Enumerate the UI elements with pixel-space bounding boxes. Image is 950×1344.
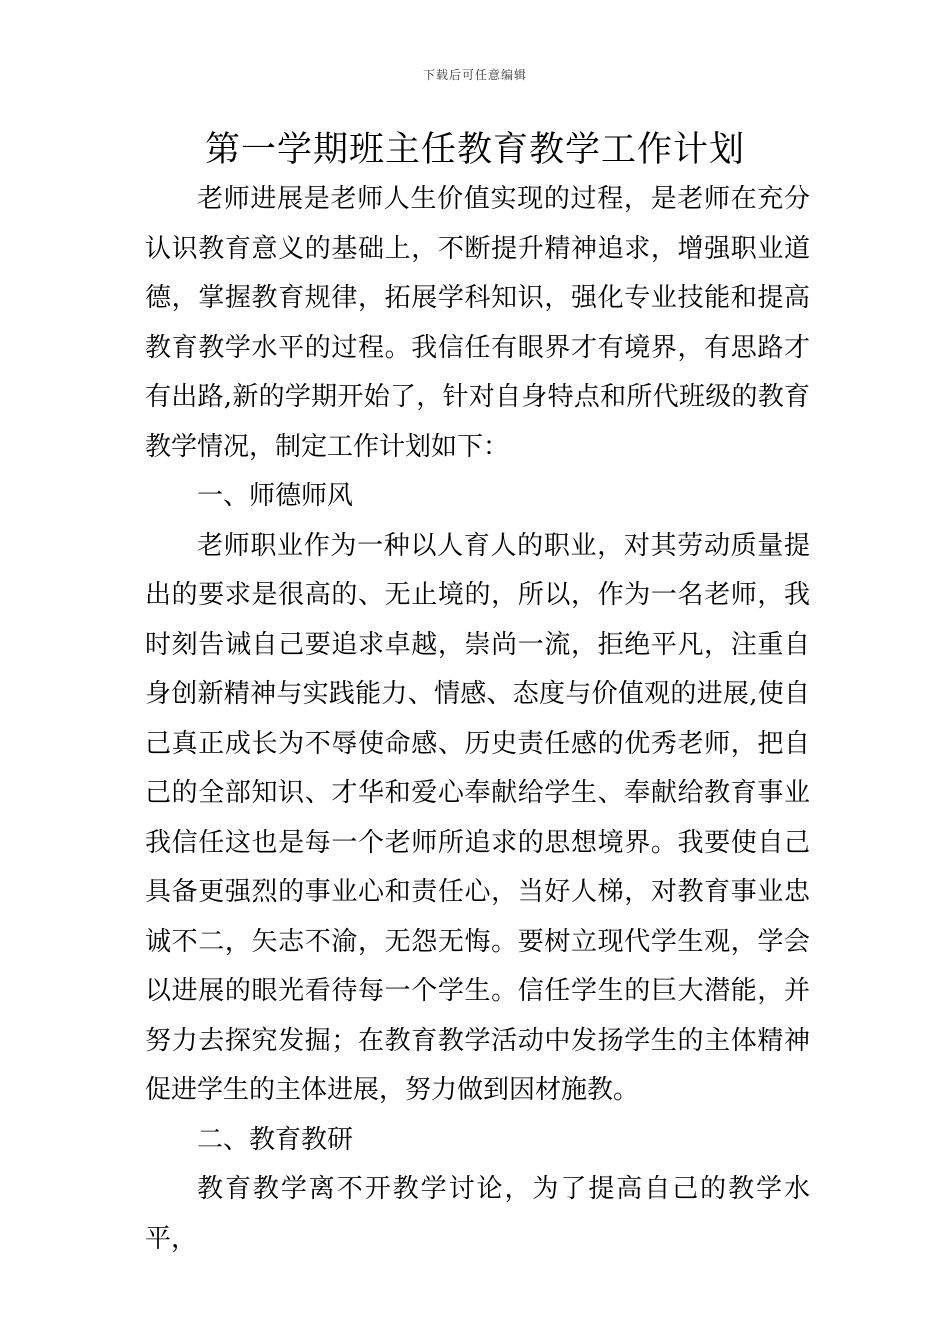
intro-paragraph: 老师进展是老师人生价值实现的过程，是老师在充分认识教育意义的基础上，不断提升精神追求，增强职业道德，掌握教育规律，拓展学科知识，强化专业技能和提高教育教学水平的过程。我信任有眼界才有境界，有思路才有出路,新的学期开始了，针对自身特点和所代班级的教育教学情况，制定工作计划如下： <box>145 184 810 462</box>
document-title: 第一学期班主任教育教学工作计划 <box>204 130 745 170</box>
document-body <box>145 175 810 1264</box>
section-heading-ethics: 一、师德师风 <box>197 481 354 511</box>
section-heading-teaching-research: 二、教育教研 <box>197 1124 354 1155</box>
ethics-paragraph: 老师职业作为一种以人育人的职业，对其劳动质量提出的要求是很高的、无止境的，所以，作为一名老师，我时刻告诫自己要追求卓越，崇尚一流，拒绝平凡，注重自身创新精神与实践能力、情感、态度与价值观的进展,使自己真正成长为不辱使命感、历史责任感的优秀老师，把自己的全部知识、才华和爱心奉献给学生、奉献给教育事业我信任这也是每一个老师所追求的思想境界。我要使自己具备更强烈的事业心和责任心，当好人梯，对教育事业忠诚不二，矢志不渝，无怨无悔。要树立现代学生观，学会以进展的眼光看待每一个学生。信任学生的巨大潜能，并努力去探究发掘；在教育教学活动中发扬学生的主体精神促进学生的主体进展，努力做到因材施教。 <box>145 530 810 1105</box>
teaching-research-paragraph: 教育教学离不开教学讨论，为了提高自己的教学水平， <box>145 1174 810 1254</box>
header-note: 下载后可任意编辑 <box>422 68 527 82</box>
